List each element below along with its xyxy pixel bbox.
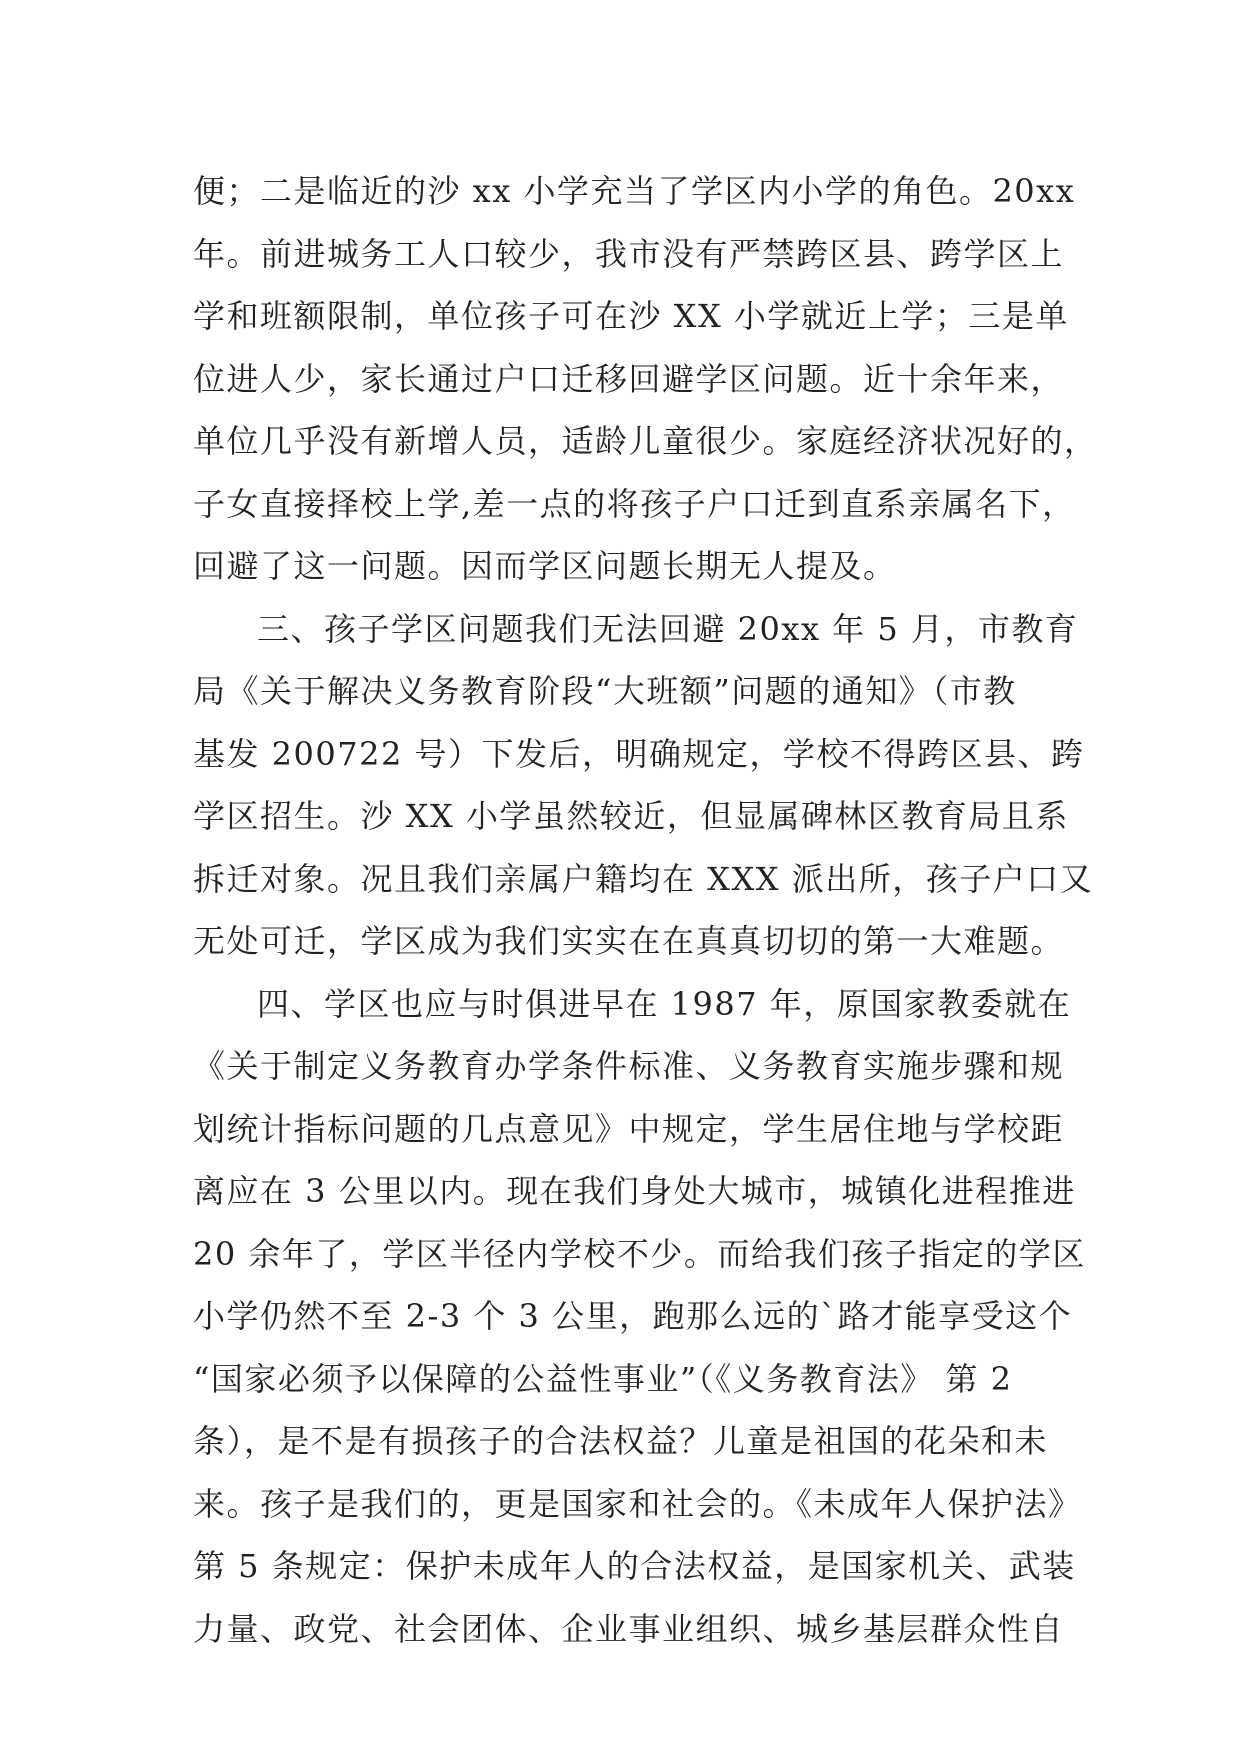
- text-line: 基发 200722 号）下发后，明确规定，学校不得跨区县、跨: [193, 734, 1085, 773]
- text-line: 学区招生。沙 XX 小学虽然较近，但显属碑林区教育局且系: [193, 797, 1069, 835]
- text-line: 回避了这一问题。因而学区问题长期无人提及。: [193, 547, 897, 585]
- text-line: 拆迁对象。况且我们亲属户籍均在 XXX 派出所，孩子户口又: [193, 859, 1094, 898]
- text-line: 便；二是临近的沙 xx 小学充当了学区内小学的角色。20xx: [193, 172, 1076, 210]
- text-line: 离应在 3 公里以内。现在我们身处大城市，城镇化进程推进: [193, 1172, 1076, 1210]
- text-line: 第 5 条规定：保护未成年人的合法权益，是国家机关、武装: [193, 1547, 1076, 1585]
- text-line: 划统计指标问题的几点意见》中规定，学生居住地与学校距: [193, 1109, 1065, 1148]
- text-line: 条），是不是有损孩子的合法权益？儿童是祖国的花朵和未: [193, 1422, 1049, 1460]
- text-line: 子女直接择校上学,差一点的将孩子户口迁到直系亲属名下，: [193, 484, 1076, 523]
- text-line: 《关于制定义务教育办学条件标准、义务教育实施步骤和规: [193, 1047, 1065, 1085]
- text-line: 学和班额限制，单位孩子可在沙 XX 小学就近上学；三是单: [193, 297, 1069, 335]
- text-line: 位进人少，家长通过户口迁移回避学区问题。近十余年来，: [193, 359, 1065, 398]
- text-line: 力量、政党、社会团体、企业事业组织、城乡基层群众性自: [193, 1609, 1065, 1648]
- text-line: 来。孩子是我们的，更是国家和社会的。《未成年人保护法》: [193, 1484, 1082, 1523]
- text-line: 年。前进城务工人口较少，我市没有严禁跨区县、跨学区上: [193, 234, 1065, 273]
- text-line: 小学仍然不至 2-3 个 3 公里，跑那么远的`路才能享受这个: [193, 1297, 1073, 1335]
- text-line: 局《关于解决义务教育阶段“大班额”问题的通知》（市教: [193, 672, 1017, 710]
- text-line: 单位几乎没有新增人员，适龄儿童很少。家庭经济状况好的，: [193, 422, 1098, 460]
- text-line: “国家必须予以保障的公益性事业”（《义务教育法》 第 2: [193, 1359, 1013, 1398]
- paragraph-start-line: 四、学区也应与时俱进早在 1987 年，原国家教委就在: [257, 984, 1072, 1023]
- text-line: 20 余年了，学区半径内学校不少。而给我们孩子指定的学区: [193, 1234, 1086, 1273]
- paragraph-start-line: 三、孩子学区问题我们无法回避 20xx 年 5 月，市教育: [257, 609, 1079, 648]
- body-text: [193, 160, 1098, 1660]
- text-line: 无处可迁，学区成为我们实实在在真真切切的第一大难题。: [193, 922, 1065, 960]
